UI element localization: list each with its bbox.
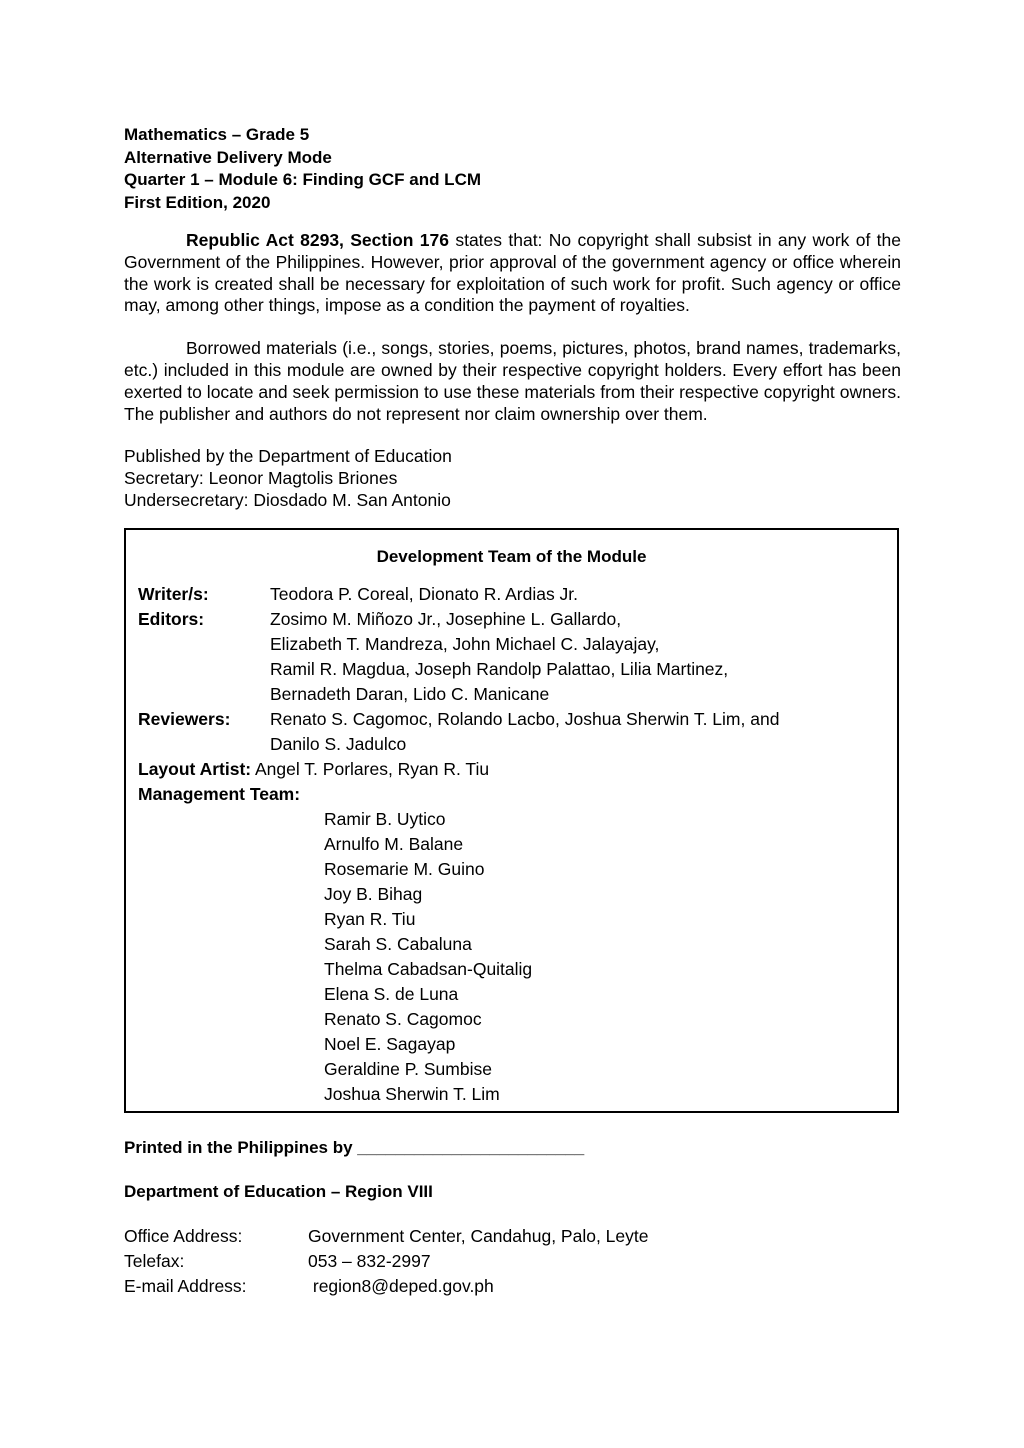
editors-line: Zosimo M. Miñozo Jr., Josephine L. Gallardo, [270,608,622,629]
layout-artist-row [138,757,885,782]
writers-label: Writer/s: [138,583,209,604]
copyright-text: states that: No copyright shall subsist in any work of the Government of the Philippines. However, prior approval of the government agency or office wherein the work is created shall be necessary for exploitation of such work for profit. Such agency or office may, among other things, impose as a condition the payment of royalties. [124,230,902,316]
contact-block [124,1224,901,1299]
editors-line: Bernadeth Daran, Lido C. Manicane [270,683,550,704]
management-team-label: Management Team: [138,783,301,804]
management-member: Noel E. Sagayap [324,1033,456,1054]
management-member: Ramir B. Uytico [324,808,446,829]
reviewers-line: Renato S. Cagomoc, Rolando Lacbo, Joshua Sherwin T. Lim, and [270,708,780,729]
email-label: E-mail Address: [124,1275,247,1296]
republic-act-label: Republic Act 8293, Section 176 [186,230,449,250]
secretary: Secretary: Leonor Magtolis Briones [124,468,398,489]
writers-line: Teodora P. Coreal, Dionato R. Ardias Jr. [270,583,579,604]
development-team-box [124,528,899,1113]
management-member: Sarah S. Cabaluna [324,933,472,954]
delivery-mode: Alternative Delivery Mode [124,147,332,167]
editors-label: Editors: [138,608,205,629]
management-member: Joshua Sherwin T. Lim [324,1083,500,1104]
office-address-label: Office Address: [124,1225,243,1246]
team-heading: Development Team of the Module [376,546,647,566]
management-member: Arnulfo M. Balane [324,833,464,854]
layout-artist-label: Layout Artist: [138,758,252,779]
editors-line: Ramil R. Magdua, Joseph Randolp Palattao, Lilia Martinez, [270,658,729,679]
office-address-value: Government Center, Candahug, Palo, Leyte [308,1225,649,1246]
management-member: Renato S. Cagomoc [324,1008,482,1029]
edition: First Edition, 2020 [124,192,271,212]
management-member: Elena S. de Luna [324,983,459,1004]
reviewers-names [270,707,885,757]
editors-names [270,607,885,707]
module-title: Quarter 1 – Module 6: Finding GCF and LCM [124,170,482,189]
reviewers-row [138,707,885,757]
title-block [124,124,901,214]
management-member: Geraldine P. Sumbise [324,1058,492,1079]
editors-line: Elizabeth T. Mandreza, John Michael C. Jalayajay, [270,633,660,654]
copyright-paragraph [124,230,901,317]
management-member: Thelma Cabadsan-Quitalig [324,958,533,979]
layout-artist-names: Angel T. Porlares, Ryan R. Tiu [251,758,490,779]
reviewers-line: Danilo S. Jadulco [270,733,407,754]
publisher-block [124,446,901,511]
office-address-row [124,1224,901,1249]
telefax-label: Telefax: [124,1250,185,1271]
editors-row [138,607,885,707]
management-member: Rosemarie M. Guino [324,858,485,879]
writers-row [138,582,885,607]
management-team-row [138,782,885,807]
telefax-row [124,1249,901,1274]
published-by: Published by the Department of Education [124,446,452,467]
writers-names [270,582,885,607]
copyright-page [124,124,901,1299]
printed-in-line: Printed in the Philippines by ________________________ [124,1137,585,1157]
management-member: Joy B. Bihag [324,883,423,904]
reviewers-label: Reviewers: [138,708,231,729]
email-value: region8@deped.gov.ph [308,1275,494,1296]
borrowed-materials-paragraph [124,338,901,425]
telefax-value: 053 – 832-2997 [308,1250,431,1271]
management-team-list [138,807,885,1107]
undersecretary: Undersecretary: Diosdado M. San Antonio [124,489,451,510]
email-row [124,1274,901,1299]
region-heading: Department of Education – Region VIII [124,1181,433,1201]
borrowed-text: Borrowed materials (i.e., songs, stories, poems, pictures, photos, brand names, trademarks, etc.) included in this module are owned by their respective copyright holders. Every effort has been exerted to locate and seek permission to use these materials from their respective copyright owners. The publisher and authors do not represent nor claim ownership over them. [124,338,901,424]
management-member: Ryan R. Tiu [324,908,416,929]
subject-title: Mathematics – Grade 5 [124,125,310,144]
